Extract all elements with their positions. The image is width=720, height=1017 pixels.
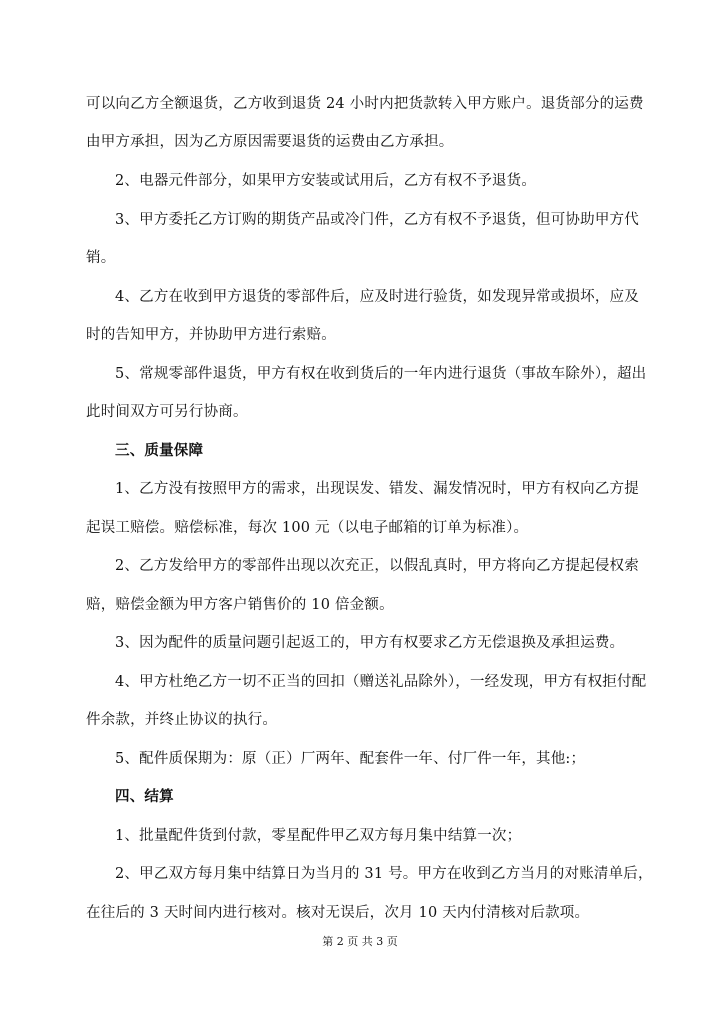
text-line: 此时间双方可另行协商。	[86, 404, 248, 420]
text-line: 3、因为配件的质量问题引起返工的，甲方有权要求乙方无偿退换及承担运费。	[115, 635, 625, 651]
text-line: 2、电器元件部分，如果甲方安装或试用后，乙方有权不予退货。	[115, 173, 537, 189]
section-heading-settlement: 四、结算	[115, 788, 174, 805]
section-heading-quality: 三、质量保障	[115, 442, 204, 459]
text-line: 2、甲乙双方每月集中结算日为当月的 31 号。甲方在收到乙方当月的对账清单后，	[115, 866, 653, 882]
text-line: 时的告知甲方，并协助甲方进行索赔。	[86, 327, 336, 343]
text-line: 件余款，并终止协议的执行。	[86, 712, 278, 728]
text-line: 1、乙方没有按照甲方的需求，出现误发、错发、漏发情况时，甲方有权向乙方提	[115, 481, 639, 497]
text-line: 起误工赔偿。赔偿标准，每次 100 元（以电子邮箱的订单为标准）。	[86, 520, 529, 536]
text-line: 2、乙方发给甲方的零部件出现以次充正，以假乱真时，甲方将向乙方提起侵权索	[115, 558, 639, 574]
text-line: 4、乙方在收到甲方退货的零部件后，应及时进行验货，如发现异常或损坏，应及	[115, 289, 639, 305]
text-line: 4、甲方杜绝乙方一切不正当的回扣（赠送礼品除外），一经发现，甲方有权拒付配	[115, 674, 647, 690]
text-line: 在往后的 3 天时间内进行核对。核对无误后，次月 10 天内付清核对后款项。	[86, 905, 590, 921]
text-line: 5、常规零部件退货，甲方有权在收到货后的一年内进行退货（事故车除外），超出	[115, 366, 647, 382]
page-footer: 第 2 页 共 3 页	[322, 935, 398, 948]
text-line: 3、甲方委托乙方订购的期货产品或冷门件，乙方有权不予退货，但可协助甲方代	[115, 212, 639, 228]
text-line: 销。	[86, 250, 116, 266]
text-line: 由甲方承担，因为乙方原因需要退货的运费由乙方承担。	[86, 134, 454, 150]
text-line: 可以向乙方全额退货，乙方收到退货 24 小时内把货款转入甲方账户。退货部分的运费	[86, 96, 644, 112]
text-line: 赔，赔偿金额为甲方客户销售价的 10 倍金额。	[86, 597, 394, 613]
text-line: 1、批量配件货到付款，零星配件甲乙双方每月集中结算一次；	[115, 828, 522, 844]
text-line: 5、配件质保期为：原（正）厂两年、配套件一年、付厂件一年，其他:；	[115, 751, 586, 767]
